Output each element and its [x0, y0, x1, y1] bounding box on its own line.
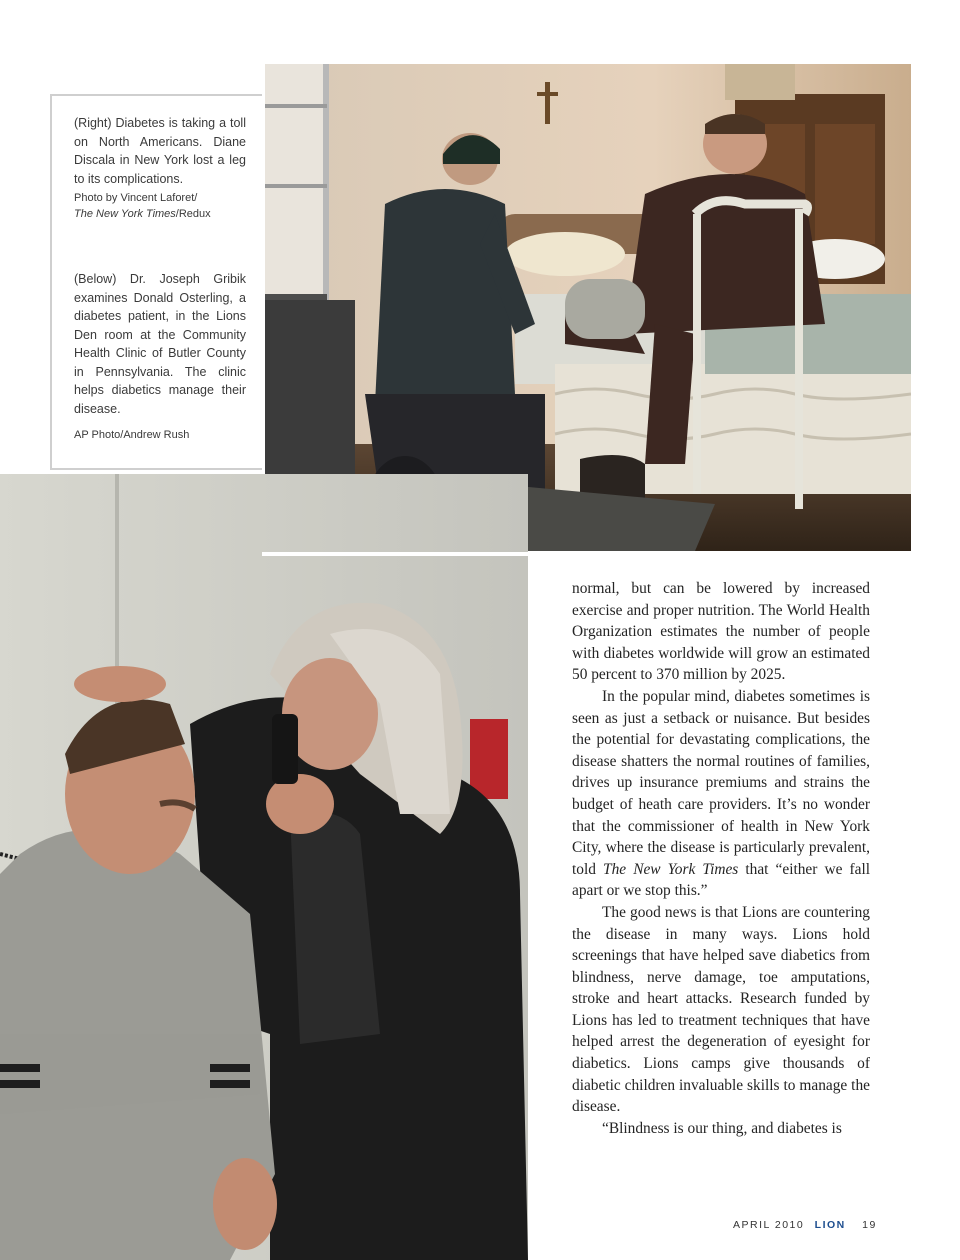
caption-right: [74, 114, 246, 222]
article-paragraph: The good news is that Lions are countering the disease in many ways. Lions hold screenings that have helped save diabetics from blindness, nerve damage, toe amputations, stroke and heart attacks. Research funded by Lions has led to treatment techniques that have helped arrest the degeneration of eyesight for diabetics. Lions camps give thousands of diabetic children invaluable skills to manage the disease.: [572, 903, 870, 1116]
caption-box: [50, 94, 262, 470]
footer-magazine: LION: [814, 1219, 846, 1231]
credit-agency: /Redux: [175, 208, 211, 220]
page-footer: [733, 1219, 883, 1231]
photo-divider: [262, 552, 532, 556]
article-text: that “either we fall apart or we stop this.”: [572, 860, 870, 900]
article-text: In the popular mind, diabetes sometimes is seen as just a setback or nuisance. But besides the potential for devastating complications, the disease shatters the normal routines of families, drives up insurance premiums and strains the budget of heath care providers. It’s no wonder that the commissioner of health in New York City, where the disease is particularly prevalent, told: [572, 687, 870, 878]
caption-below-credit: AP Photo/Andrew Rush: [74, 429, 190, 441]
article-paragraph: [572, 686, 870, 902]
article-italic-text: The New York Times: [603, 860, 739, 878]
article-paragraph: normal, but can be lowered by increased exercise and proper nutrition. The World Health Organization estimates the number of people with diabetes worldwide will grow an estimated 50 percent to 370 million by 2025.: [572, 580, 870, 684]
caption-right-text: (Right) Diabetes is taking a toll on North Americans. Diane Discala in New York lost a leg to its complications.: [74, 116, 246, 186]
caption-right-credit: [74, 190, 246, 222]
credit-photographer: Photo by Vincent Laforet/: [74, 192, 198, 204]
caption-below: [74, 270, 246, 443]
caption-below-text: (Below) Dr. Joseph Gribik examines Donald Osterling, a diabetes patient, in the Lions Den room at the Community Health Clinic of Butler County in Pennsylvania. The clinic helps diabetics manage their disease.: [74, 272, 246, 416]
credit-publication: The New York Times: [74, 208, 176, 220]
photo-exam-room: [0, 474, 528, 1260]
page-number: 19: [862, 1219, 877, 1231]
photo-exam-room-icon: [0, 474, 528, 1260]
article-paragraph: “Blindness is our thing, and diabetes is: [602, 1119, 842, 1137]
footer-issue: APRIL 2010: [733, 1219, 805, 1231]
article-body: [572, 578, 870, 1139]
